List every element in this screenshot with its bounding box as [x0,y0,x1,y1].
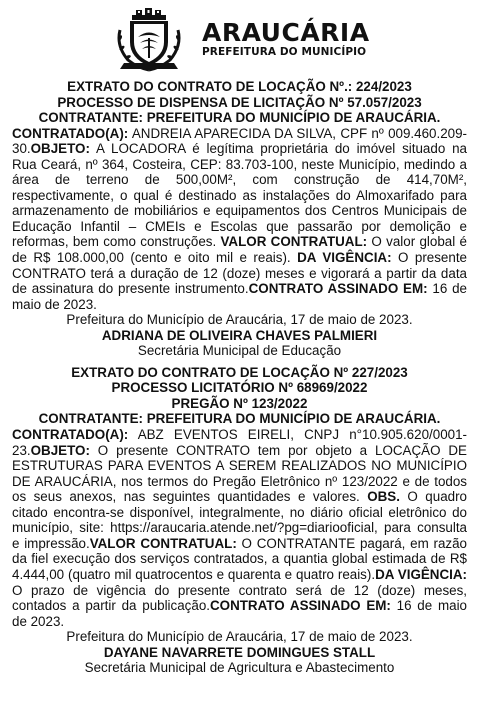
contract-extract-2 [12,365,467,676]
signer-role: Secretária Municipal de Agricultura e Abastecimento [84,660,395,676]
obs-text: O quadro citado encontra-se disponível, integralmente, no diário oficial eletrônico do município, site: https://araucaria.atende.net/?pg=diariooficial, para consulta e impressão. [12,489,467,551]
extract-process: PROCESSO LICITATÓRIO Nº 68969/2022 [111,380,368,396]
extract-body [12,427,467,629]
objeto-text: O presente CONTRATO tem por objeto a LOCAÇÃO DE ESTRUTURAS PARA EVENTOS A SEREM REALIZADOS NO MUNICÍPIO DE ARAUCÁRIA, nos termos do Pregão Eletrônico nº 123/2022 e de todos os seus anexos, nas seguintes quantidades e valores. [12,442,467,505]
objeto-label: OBJETO: [30,141,90,157]
contratado-label: CONTRATADO(A): [12,427,129,443]
valor-label: VALOR CONTRATUAL: [220,234,368,250]
objeto-text: A LOCADORA é legítima proprietária do imóvel situado na Rua Ceará, nº 364, Costeira, CEP: 83.703-100, neste Município, medindo a área de terreno de 500,00M², com construção de 414,70M², respectivamente, o qual é destinado as instalações do Almoxarifado para armazenamento de mobiliários e equipamentos dos Centros Municipais de Educação Infantil – CMEIs e Escolas que passarão por demolição e reformas, bem como construções. [12,141,467,250]
extract-pregao: PREGÃO Nº 123/2022 [171,395,308,411]
assinado-text: 16 de maio de 2023. [12,281,467,312]
signer-name: DAYANE NAVARRETE DOMINGUES STALL [103,644,376,660]
document-content [12,79,467,676]
extract-process: PROCESSO DE DISPENSA DE LICITAÇÃO Nº 57.057/2023 [57,94,422,110]
page-header [114,8,374,72]
assinado-text: 16 de maio de 2023. [12,598,467,629]
assinado-label: CONTRATO ASSINADO EM: [210,598,391,614]
contratado-label: CONTRATADO(A): [12,125,129,141]
contract-extract-1 [12,79,467,359]
extract-contratante: CONTRATANTE: PREFEITURA DO MUNICÍPIO DE ARAUCÁRIA. [38,110,441,126]
brand-block [202,20,372,58]
extract-title: EXTRATO DO CONTRATO DE LOCAÇÃO Nº 227/2023 [71,364,408,380]
vigencia-label: DA VIGÊNCIA: [297,250,392,266]
valor-label: VALOR CONTRATUAL: [89,535,237,551]
place-date: Prefeitura do Município de Araucária, 17 de maio de 2023. [66,312,413,328]
signer-role: Secretária Municipal de Educação [137,343,342,359]
signer-name: ADRIANA DE OLIVEIRA CHAVES PALMIERI [101,327,378,343]
valor-text: O CONTRATANTE pagará, em razão da fiel execução dos serviços contratados, a quantia global estimada de R$ 4.444,00 (quatro mil quatrocentos e quarenta e quatro reais). [12,535,467,582]
extract-contratante: CONTRATANTE: PREFEITURA DO MUNICÍPIO DE ARAUCÁRIA. [38,411,441,427]
assinado-label: CONTRATO ASSINADO EM: [248,281,428,297]
contratado-text: ANDREIA APARECIDA DA SILVA, CPF nº 009.460.209-30. [12,125,467,157]
brand-name: ARAUCÁRIA [202,18,370,47]
obs-label: OBS. [367,489,400,505]
place-date: Prefeitura do Município de Araucária, 17 de maio de 2023. [66,629,413,645]
valor-text: O valor global é de R$ 108.000,00 (cento e oito mil e reais). [12,234,467,266]
vigencia-text: O presente CONTRATO terá a duração de 12 (doze) meses e vigorará a partir da data de assinatura do presente instrumento. [12,250,467,297]
extract-title: EXTRATO DO CONTRATO DE LOCAÇÃO Nº.: 224/2023 [67,79,412,94]
objeto-label: OBJETO: [30,442,90,458]
extract-body [12,126,467,313]
brand-subtitle: PREFEITURA DO MUNICÍPIO [202,46,367,58]
vigencia-text: O prazo de vigência do presente contrato será de 12 (doze) meses, contados a partir da publicação. [12,582,467,614]
araucaria-seal-logo [114,8,190,72]
vigencia-label: DA VIGÊNCIA: [375,566,467,582]
contratado-text: ABZ EVENTOS EIRELI, CNPJ n°10.905.620/0001-23. [12,427,467,458]
